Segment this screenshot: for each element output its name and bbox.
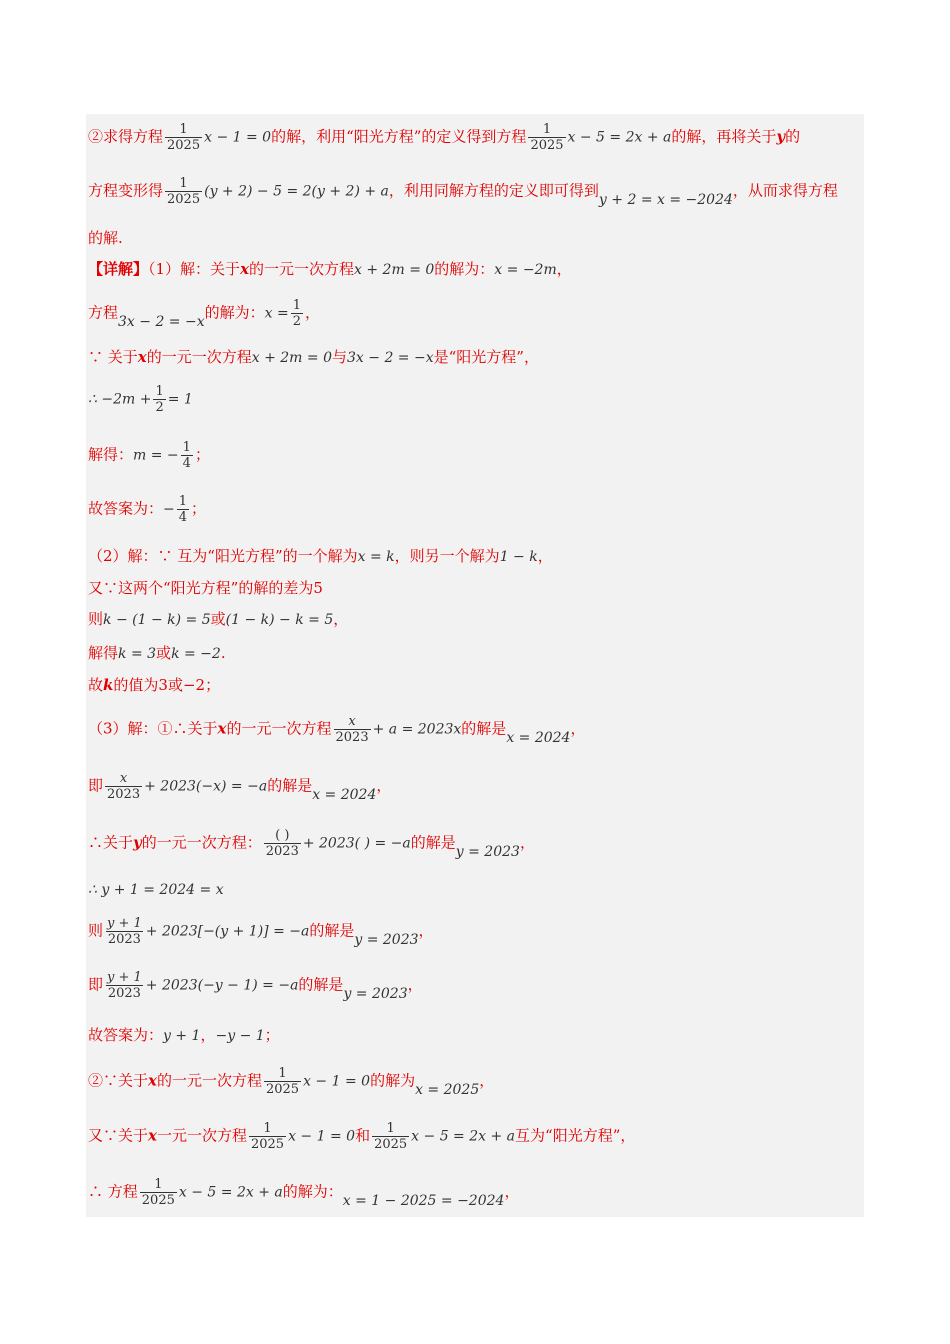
fraction: $\frac{1}{2025}$ [250, 1121, 285, 1152]
equation: x − 1 = 0 [288, 1128, 356, 1145]
equation: (y + 2) − 5 = 2(y + 2) + a [204, 183, 389, 200]
analysis-line-1 [88, 122, 800, 153]
detail-line-22 [88, 1066, 494, 1097]
equation: = 1 [167, 391, 193, 408]
text: ， [200, 1026, 216, 1044]
text: . [220, 644, 226, 662]
fraction: $\frac{1}{2025}$ [265, 1066, 300, 1097]
variable: x [137, 348, 147, 366]
equation: x = 1 − 2025 = −2024 [342, 1192, 505, 1209]
fraction: $\frac{1}{2}$ [292, 298, 301, 329]
equation: x − 5 = 2x + a [411, 1128, 516, 1145]
text: 又∵这两个“阳光方程”的解的差为5 [88, 579, 323, 597]
text: 和 [355, 1126, 371, 1145]
equation: y = 2023 [455, 843, 520, 860]
text: 的解是 [309, 921, 355, 940]
text: 的解，再将关于 [671, 127, 777, 146]
fraction: $\frac{1}{2025}$ [167, 176, 201, 207]
text: ； [191, 499, 207, 518]
text: 的一元一次方程 [226, 719, 332, 738]
detail-line-10 [88, 546, 553, 567]
detail-line-12 [88, 609, 348, 630]
text: ，利用同解方程的定义即可得到 [388, 181, 599, 200]
equation: x = 2024 [312, 786, 377, 803]
text: ； [194, 445, 210, 464]
detail-line-14 [88, 675, 220, 695]
text: 的一元一次方程： [141, 833, 262, 852]
detail-line-7 [88, 384, 193, 415]
text: ②∵关于 [88, 1071, 149, 1090]
text: ， [537, 547, 553, 565]
variable: x [148, 1071, 157, 1090]
equation: + 2023(−x) = −a [144, 778, 268, 795]
equation: y = 2023 [354, 931, 419, 948]
text: 的解，利用“阳光方程”的定义得到方程 [271, 127, 527, 146]
equation: x = 2024 [506, 729, 571, 746]
fraction: $\frac{1}{2025}$ [530, 122, 564, 153]
text: 的解是 [267, 776, 313, 795]
fraction: $\frac{( )}{2023}$ [265, 828, 299, 859]
equation: + a = 2023x [372, 721, 462, 738]
text: 则 [88, 610, 104, 628]
variable: x [217, 719, 227, 738]
equation: x − 1 = 0 [303, 1073, 371, 1090]
detail-line-24 [88, 1177, 519, 1208]
equation: k − (1 − k) = 5 [103, 612, 211, 628]
detail-line-21 [88, 1025, 280, 1046]
text: ， [305, 303, 321, 322]
equation: x − 5 = 2x + a [567, 129, 672, 146]
text: 的解为： [204, 303, 265, 322]
text: （2）解：∵ 互为“阳光方程”的一个解为 [88, 547, 358, 565]
equation: x = k [357, 549, 395, 565]
text: 的解为： [282, 1182, 343, 1201]
text: （3）解：①∴关于 [88, 719, 218, 738]
text: ，从而求得方程 [732, 181, 838, 200]
equation: y + 2 = x = −2024 [598, 191, 733, 208]
text: 即 [88, 975, 104, 994]
detail-line-20 [88, 970, 423, 1001]
equation: m = − [133, 447, 179, 464]
equation: x = −2m [494, 262, 557, 278]
equation: x = [264, 305, 289, 322]
detail-line-5 [88, 298, 320, 329]
text: 的解为 [370, 1071, 416, 1090]
text: 或 [156, 644, 172, 662]
equation: 3x − 2 = −x [118, 313, 205, 330]
equation: ∴ −2m + [88, 391, 152, 408]
fraction: $\frac{1}{4}$ [182, 440, 191, 471]
text: （1）解：关于 [148, 260, 241, 278]
fraction: $\frac{x}{2023}$ [107, 771, 141, 802]
variable: k [103, 676, 114, 694]
detail-line-11 [88, 578, 323, 598]
text: 的 [785, 127, 801, 146]
fraction: $\frac{1}{2025}$ [374, 1121, 408, 1152]
text: 方程 [88, 303, 119, 322]
text: 一元一次方程 [156, 1126, 247, 1145]
text: 即 [88, 776, 104, 795]
equation: ∴ y + 1 = 2024 = x [88, 882, 224, 898]
text: 的一元一次方程 [156, 1071, 262, 1090]
text: 互为“阳光方程”， [515, 1126, 636, 1145]
text: ， [479, 1071, 495, 1090]
text: 的解. [88, 229, 123, 247]
fraction: $\frac{1}{4}$ [178, 494, 188, 525]
text: ∴ 方程 [88, 1182, 138, 1201]
text: ， [570, 719, 586, 738]
text: 的值为3或−2； [113, 676, 221, 694]
text: 的解是 [410, 833, 456, 852]
fraction: $\frac{1}{2025}$ [167, 122, 201, 153]
text: 故答案为： [88, 499, 164, 518]
text: 故 [88, 676, 104, 694]
detail-line-18 [88, 879, 224, 900]
text: 解得： [88, 445, 134, 464]
equation: 1 − k [499, 549, 538, 565]
text: ， [519, 833, 535, 852]
variable: y [133, 833, 142, 852]
text: ， [504, 1182, 520, 1201]
text: ②求得方程 [88, 127, 164, 146]
equation: x + 2m = 0 [354, 262, 435, 278]
detail-line-13 [88, 643, 226, 664]
text: 的一元一次方程 [146, 348, 252, 366]
equation: + 2023[−(y + 1)] = −a [145, 923, 310, 940]
text: ， [556, 260, 572, 278]
variable: x [148, 1126, 157, 1145]
equation: y + 1 [163, 1028, 201, 1044]
equation: x = 2025 [415, 1081, 480, 1098]
text: 故答案为： [88, 1026, 164, 1044]
equation: y = 2023 [343, 985, 408, 1002]
text: ， [376, 776, 392, 795]
equation: k = 3 [118, 646, 157, 662]
text: 解得 [88, 644, 119, 662]
text: ∴关于 [88, 833, 134, 852]
detail-line-17 [88, 828, 535, 859]
analysis-line-3 [88, 228, 123, 248]
fraction: $\frac{1}{2025}$ [141, 1177, 175, 1208]
detail-line-9 [88, 494, 206, 525]
detail-line-15 [88, 714, 585, 745]
equation: x + 2m = 0 [251, 350, 332, 366]
text: ， [333, 610, 349, 628]
equation: + 2023(−y − 1) = −a [145, 977, 299, 994]
equation: − [163, 501, 175, 518]
equation: k = −2 [171, 646, 221, 662]
text: 是“阳光方程”， [433, 348, 539, 366]
detail-tag: 【详解】 [88, 260, 149, 278]
variable: y [776, 127, 786, 146]
text: 与 [332, 348, 348, 366]
text: ∵ 关于 [88, 348, 138, 366]
detail-line-19 [88, 916, 434, 947]
equation: x − 5 = 2x + a [178, 1184, 283, 1201]
fraction: $\frac{1}{2}$ [155, 384, 164, 415]
text: 的一元一次方程 [249, 260, 355, 278]
fraction: $\frac{y + 1}{2023}$ [107, 916, 142, 947]
text: 又∵关于 [88, 1126, 149, 1145]
variable: x [240, 260, 250, 278]
equation: −y − 1 [215, 1028, 265, 1044]
text: 的解是 [461, 719, 507, 738]
text: ，则另一个解为 [394, 547, 500, 565]
text: 的解为： [434, 260, 495, 278]
detail-line-6 [88, 347, 539, 368]
text: 则 [88, 921, 104, 940]
text: ； [264, 1026, 280, 1044]
equation: (1 − k) − k = 5 [225, 612, 334, 628]
detail-line-23 [88, 1121, 635, 1152]
detail-line-16 [88, 771, 391, 802]
fraction: $\frac{x}{2023}$ [335, 714, 369, 745]
text: ， [418, 921, 434, 940]
text: 或 [210, 610, 226, 628]
equation: + 2023( ) = −a [302, 835, 411, 852]
text: ， [407, 975, 423, 994]
analysis-line-2 [88, 176, 838, 207]
equation: x − 1 = 0 [204, 129, 272, 146]
detail-line-4 [88, 259, 572, 280]
text: 的解是 [298, 975, 344, 994]
fraction: $\frac{y + 1}{2023}$ [107, 970, 142, 1001]
text: 方程变形得 [88, 181, 164, 200]
detail-line-8 [88, 440, 210, 471]
equation: 3x − 2 = −x [347, 350, 434, 366]
